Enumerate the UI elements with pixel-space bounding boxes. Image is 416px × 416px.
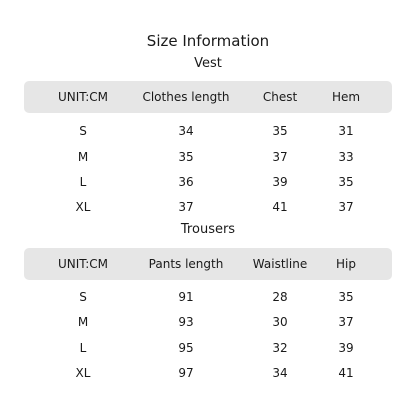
page-title: Size Information [146,32,270,50]
value-cell: 93 [178,315,194,329]
value-cell: 35 [338,290,354,304]
size-cell: L [79,175,87,189]
size-cell: L [79,341,87,355]
value-cell: 91 [178,290,194,304]
value-cell: 28 [272,290,288,304]
value-cell: 97 [178,366,194,380]
value-cell: 35 [178,150,194,164]
size-cell: S [79,124,87,138]
value-cell: 37 [178,200,194,214]
size-cell: XL [75,366,91,380]
value-cell: 39 [272,175,288,189]
vest-title: Vest [194,56,222,71]
size-cell: XL [75,200,91,214]
trousers-title: Trousers [180,222,236,237]
value-cell: 34 [272,366,288,380]
value-cell: 37 [338,200,354,214]
value-cell: 35 [272,124,288,138]
size-cell: M [77,150,89,164]
trousers-header-row [24,248,392,280]
value-cell: 39 [338,341,354,355]
trousers-header-pants-length: Pants length [148,257,224,271]
size-cell: S [79,290,87,304]
vest-header-chest: Chest [262,90,298,104]
value-cell: 30 [272,315,288,329]
size-cell: M [77,315,89,329]
value-cell: 41 [272,200,288,214]
vest-header-unit: UNIT:CM [57,90,109,104]
trousers-header-waistline: Waistline [252,257,308,271]
value-cell: 36 [178,175,194,189]
value-cell: 37 [338,315,354,329]
value-cell: 35 [338,175,354,189]
vest-header-row [24,81,392,113]
value-cell: 37 [272,150,288,164]
value-cell: 31 [338,124,354,138]
value-cell: 95 [178,341,194,355]
value-cell: 41 [338,366,354,380]
trousers-header-hip: Hip [336,257,356,271]
value-cell: 32 [272,341,288,355]
value-cell: 33 [338,150,354,164]
vest-header-hem: Hem [331,90,361,104]
vest-header-clothes-length: Clothes length [142,90,230,104]
trousers-header-unit: UNIT:CM [57,257,109,271]
value-cell: 34 [178,124,194,138]
